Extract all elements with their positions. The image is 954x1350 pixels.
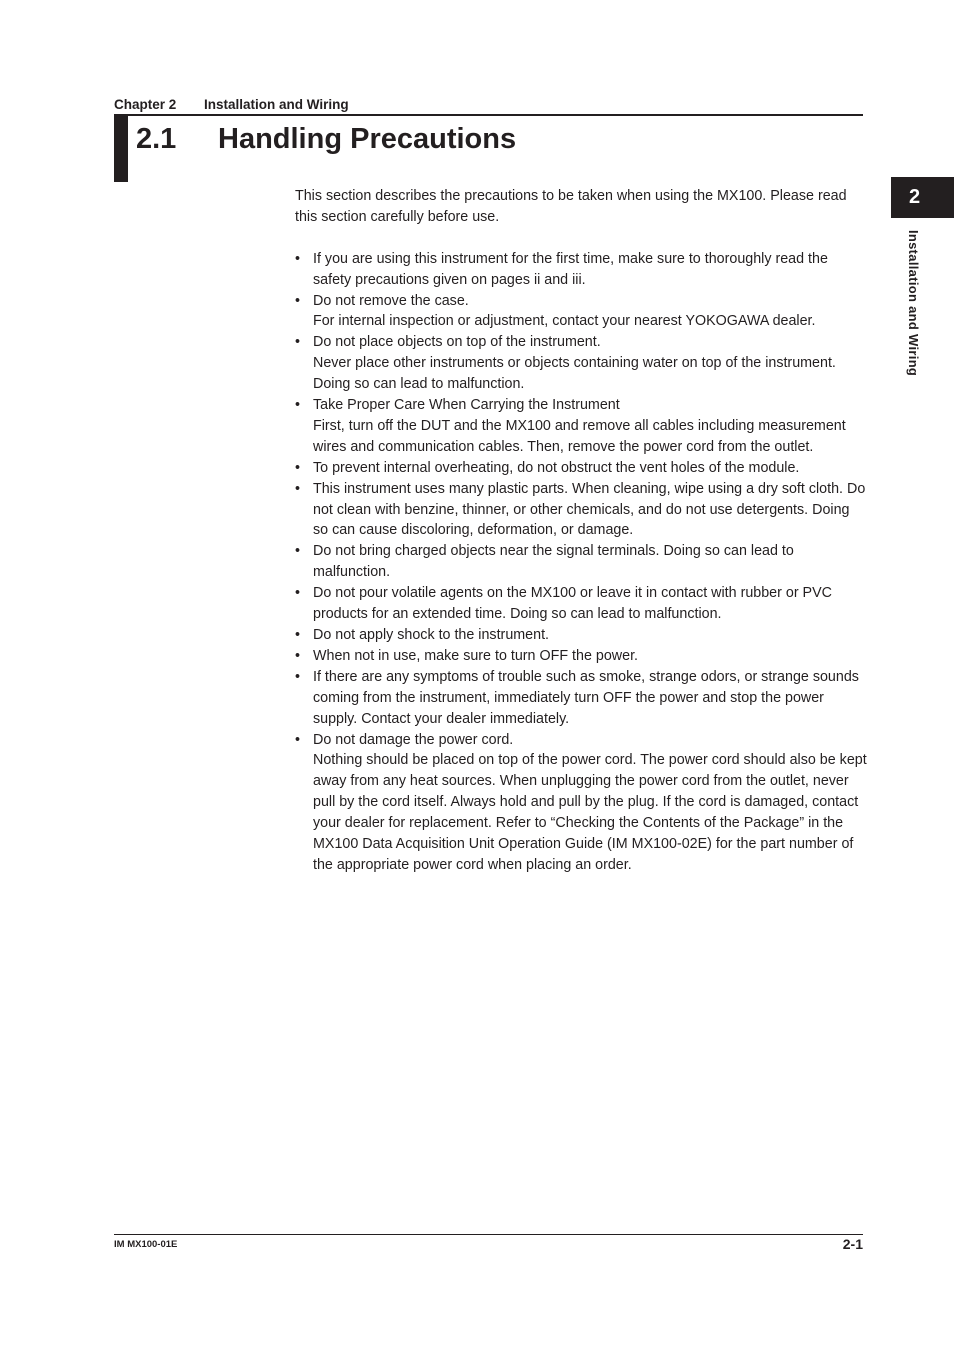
precaution-text: Take Proper Care When Carrying the Instrument xyxy=(313,397,620,414)
bullet: • xyxy=(295,668,301,685)
bullet: • xyxy=(295,397,301,414)
chapter-title: Installation and Wiring xyxy=(204,97,349,112)
chapter-tab-label: Installation and Wiring xyxy=(906,230,921,377)
precaution-detail: For internal inspection or adjustment, contact your nearest YOKOGAWA dealer. xyxy=(313,313,816,330)
page-number: 2-1 xyxy=(842,1236,863,1252)
bullet: • xyxy=(295,647,301,664)
list-item xyxy=(295,332,867,395)
precaution-text: When not in use, make sure to turn OFF the power. xyxy=(313,647,639,664)
precaution-detail: Nothing should be placed on top of the power cord. The power cord should also be kept away from any heat sources. When unplugging the power cord from the outlet, never pull by the cord itself. Always hold and pull by the plug. If the cord is damaged, contact your dealer for replacement. Refer to “Checking the Contents of the Package” in the MX100 Data Acquisition Unit Operation Guide (IM MX100-02E) for the part number of the appropriate power cord when placing an order. xyxy=(313,752,867,873)
precaution-text: Do not place objects on top of the instrument. xyxy=(313,334,601,351)
precaution-text: Do not remove the case. xyxy=(313,292,469,309)
precaution-text: This instrument uses many plastic parts. When cleaning, wipe using a dry soft cloth. Do not clean with benzine, thinner, or other chemicals, and do not use detergents. Doing so can cause discoloring, deformation, or damage. xyxy=(313,480,866,539)
bullet: • xyxy=(295,459,301,476)
list-item xyxy=(295,249,867,291)
precaution-text: Do not bring charged objects near the signal terminals. Doing so can lead to malfunction. xyxy=(313,543,794,581)
list-item xyxy=(295,541,867,583)
list-item xyxy=(295,395,867,458)
chapter-tab: 2 xyxy=(891,177,954,218)
list-item xyxy=(295,730,867,876)
list-item xyxy=(295,625,867,646)
list-item xyxy=(295,646,867,667)
precaution-text: If there are any symptoms of trouble such as smoke, strange odors, or strange sounds coming from the instrument, immediately turn OFF the power and stop the power supply. Contact your dealer immediately. xyxy=(313,668,859,727)
precaution-list xyxy=(295,249,867,876)
bullet: • xyxy=(295,627,301,644)
section-title xyxy=(136,120,516,158)
precaution-detail: Never place other instruments or objects containing water on top of the instrument. Doing so can lead to malfunction. xyxy=(313,355,836,393)
bullet: • xyxy=(295,543,301,560)
bullet: • xyxy=(295,292,301,309)
intro-paragraph: This section describes the precautions to be taken when using the MX100. Please read this section carefully before use. xyxy=(295,188,847,225)
footer-rule xyxy=(114,1234,863,1235)
list-item xyxy=(295,479,867,542)
bullet: • xyxy=(295,480,301,497)
bullet: • xyxy=(295,585,301,602)
bullet: • xyxy=(295,250,301,267)
bullet: • xyxy=(295,731,301,748)
manual-code: IM MX100-01E xyxy=(114,1239,178,1250)
chapter-number: Chapter 2 xyxy=(114,97,177,112)
precaution-text: Do not pour volatile agents on the MX100 or leave it in contact with rubber or PVC products for an extended time. Doing so can lead to malfunction. xyxy=(313,585,832,623)
precaution-text: Do not damage the power cord. xyxy=(313,731,514,748)
header-rule xyxy=(114,114,863,116)
list-item xyxy=(295,583,867,625)
precaution-detail: First, turn off the DUT and the MX100 and remove all cables including measurement wires and communication cables. Then, remove the power cord from the outlet. xyxy=(313,417,846,455)
section-body xyxy=(295,186,867,876)
section-heading: Handling Precautions xyxy=(218,123,517,155)
list-item xyxy=(295,458,867,479)
bullet: • xyxy=(295,334,301,351)
section-bar xyxy=(114,114,128,182)
list-item xyxy=(295,667,867,730)
precaution-text: If you are using this instrument for the first time, make sure to thoroughly read the safety precautions given on pages ii and iii. xyxy=(313,250,828,288)
chapter-header xyxy=(114,96,863,113)
precaution-text: Do not apply shock to the instrument. xyxy=(313,627,550,644)
precaution-text: To prevent internal overheating, do not obstruct the vent holes of the module. xyxy=(313,459,800,476)
list-item xyxy=(295,291,867,333)
section-number: 2.1 xyxy=(136,123,177,155)
